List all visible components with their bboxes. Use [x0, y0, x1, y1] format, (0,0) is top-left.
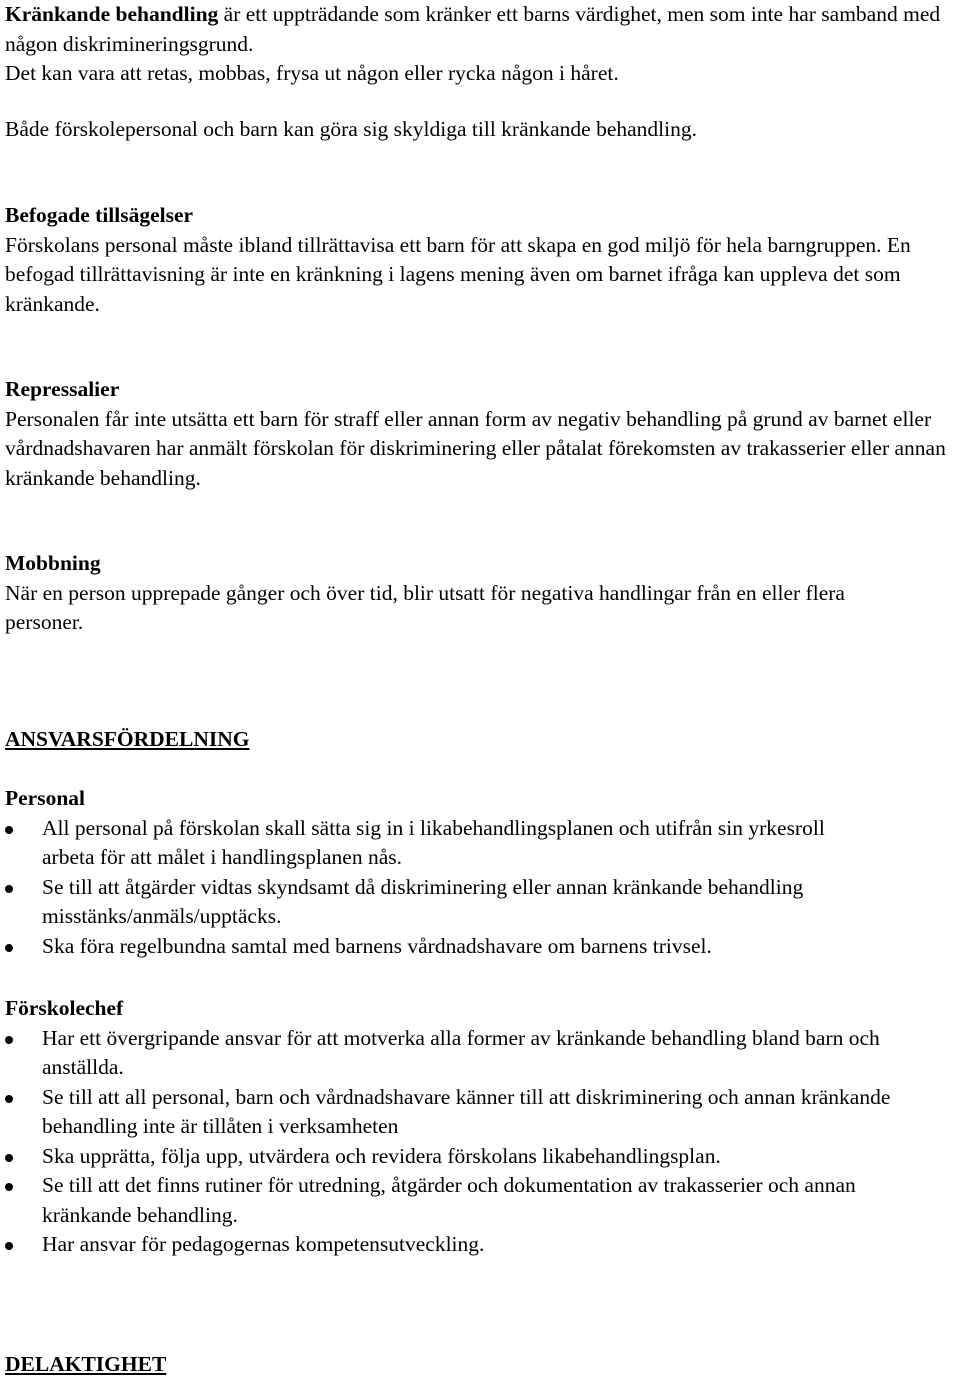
- befogade-heading: Befogade tillsägelser: [5, 203, 194, 227]
- section-forskolechef: [5, 994, 955, 1260]
- list-item: Har ett övergripande ansvar för att motverka alla former av kränkande behandling bland barn och anställda.: [5, 1024, 942, 1083]
- list-item: All personal på förskolan skall sätta sig in i likabehandlingsplanen och utifrån sin yrkesroll arbeta för att målet i handlingsplanen nås.: [5, 814, 872, 873]
- mobbning-heading: Mobbning: [5, 551, 101, 575]
- bullet-icon: [5, 1242, 13, 1250]
- list-item: Se till att åtgärder vidtas skyndsamt då diskriminering eller annan kränkande behandling misstänks/anmäls/upptäcks.: [5, 873, 947, 932]
- list-item: Se till att det finns rutiner för utredning, åtgärder och dokumentation av trakasserier och annan kränkande behandling.: [5, 1171, 942, 1230]
- ansvarsfordelning-heading: ANSVARSFÖRDELNING: [5, 727, 250, 751]
- personal-heading: Personal: [5, 786, 86, 810]
- intro-definition: [5, 0, 955, 89]
- list-item: Har ansvar för pedagogernas kompetensutveckling.: [5, 1230, 955, 1260]
- bullet-icon: [5, 1095, 13, 1103]
- bullet-icon: [5, 1036, 13, 1044]
- befogade-text-1: Förskolans personal måste ibland tillrättavisa ett barn för att skapa en god miljö för hela barngruppen.: [5, 232, 882, 257]
- repressalier-heading: Repressalier: [5, 377, 120, 401]
- section-repressalier: [5, 375, 955, 493]
- list-item: Se till att all personal, barn och vårdnadshavare känner till att diskriminering och annan kränkande behandling inte är tillåten i verksamheten: [5, 1083, 937, 1142]
- who-text: Både förskolepersonal och barn kan göra sig skyldiga till kränkande behandling.: [5, 117, 697, 141]
- bullet-icon: [5, 885, 13, 893]
- examples-text: Det kan vara att retas, mobbas, frysa ut någon eller rycka någon i håret.: [5, 61, 619, 85]
- repressalier-text: Personalen får inte utsätta ett barn för straff eller annan form av negativ behandling på grund av barnet eller vårdnadshavaren har anmält förskolan för diskriminering eller påtalat förekomsten av trakasserier eller annan kränkande behandling.: [5, 406, 946, 490]
- section-mobbning: [5, 549, 875, 638]
- bullet-icon: [5, 826, 13, 834]
- bullet-icon: [5, 1183, 13, 1191]
- mobbning-text: När en person upprepade gånger och över tid, blir utsatt för negativa handlingar från en eller flera personer.: [5, 580, 845, 634]
- delaktighet-heading: DELAKTIGHET: [5, 1352, 167, 1376]
- term-krankande-behandling: Kränkande behandling: [5, 2, 219, 26]
- bullet-icon: [5, 944, 13, 952]
- personal-list: [5, 814, 955, 962]
- bullet-icon: [5, 1154, 13, 1162]
- section-personal: [5, 784, 955, 961]
- list-item: Ska upprätta, följa upp, utvärdera och revidera förskolans likabehandlingsplan.: [5, 1142, 955, 1172]
- forskolechef-list: [5, 1024, 955, 1260]
- befogade-text-2: En befogad tillrättavisning är inte en kränkning i lagens mening även om barnet ifråga kan uppleva det som kränkande.: [5, 232, 911, 316]
- section-befogade: [5, 201, 950, 319]
- forskolechef-heading: Förskolechef: [5, 996, 124, 1020]
- definition-text: är ett uppträdande som kränker ett barns värdighet, men som inte har samband med någon diskrimineringsgrund.: [5, 2, 941, 56]
- list-item: Ska föra regelbundna samtal med barnens vårdnadshavare om barnens trivsel.: [5, 932, 955, 962]
